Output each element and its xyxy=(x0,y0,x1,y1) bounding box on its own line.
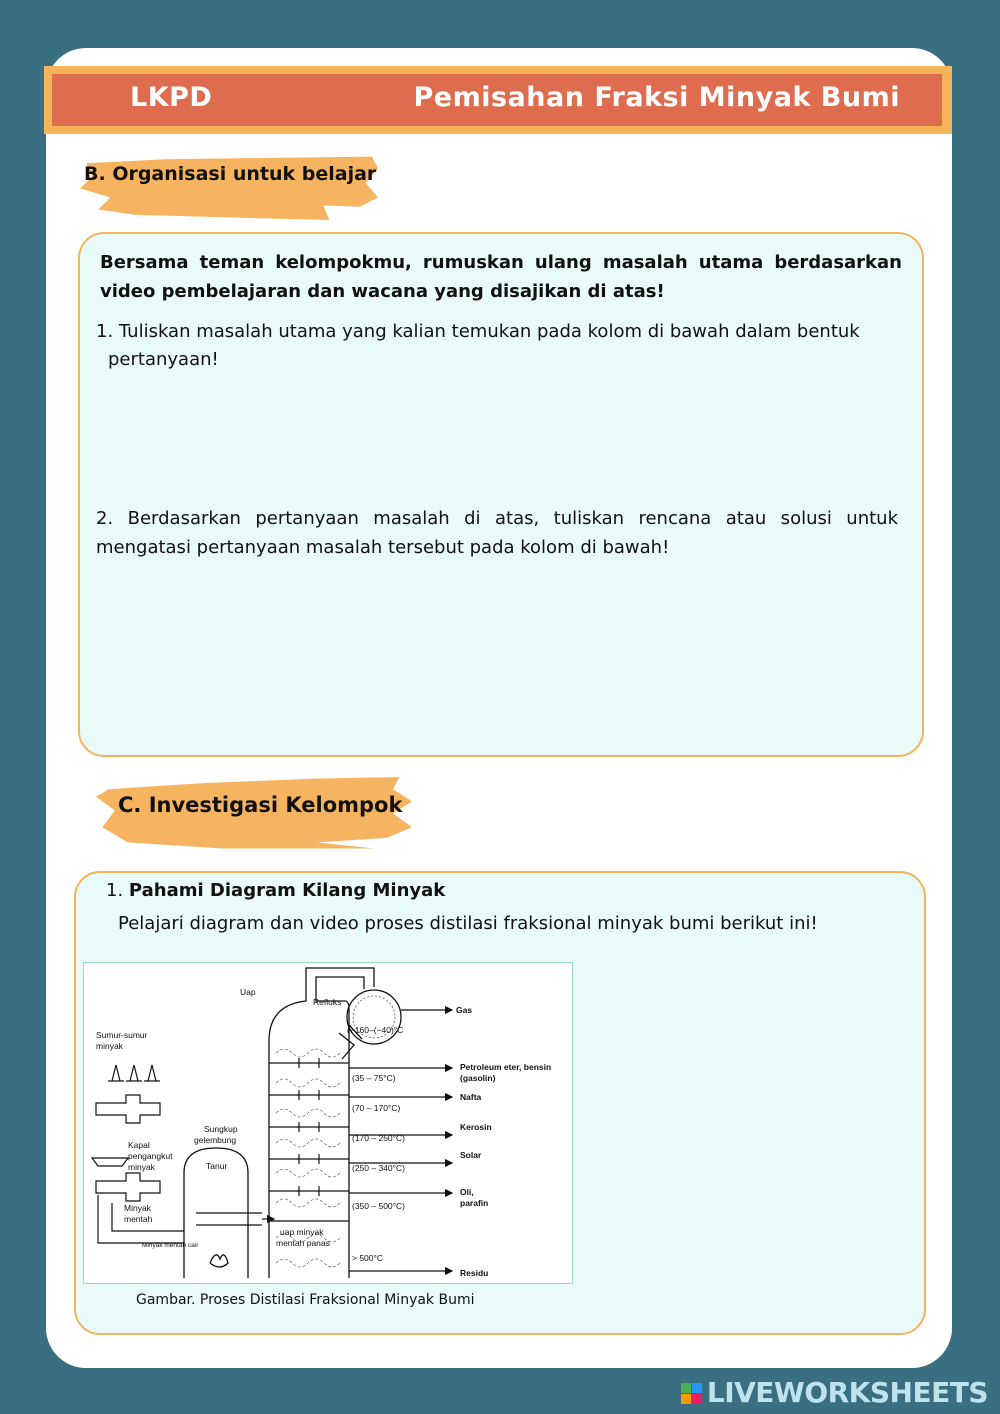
distillation-diagram xyxy=(83,962,573,1284)
header-banner xyxy=(52,74,942,126)
item-number: 1. xyxy=(106,880,124,901)
temp-solar: (250 – 340°C) xyxy=(352,1163,406,1173)
label-tanur: Tanur xyxy=(206,1161,228,1171)
label-sumur-2: minyak xyxy=(96,1041,123,1051)
fraction-oli: Oli, xyxy=(460,1187,474,1197)
item-title: Pahami Diagram Kilang Minyak xyxy=(128,880,446,901)
label-mentah-1: Minyak xyxy=(124,1203,151,1213)
fraction-gas: Gas xyxy=(456,1005,473,1015)
label-mentah-2: mentah xyxy=(124,1214,153,1224)
label-sumur-1: Sumur-sumur xyxy=(96,1030,148,1040)
fraction-petroleum: Petroleum eter, bensin xyxy=(460,1062,552,1072)
label-kapal-2: pengangkut xyxy=(128,1151,173,1161)
fraction-oli-2: parafin xyxy=(460,1198,489,1208)
section-b-heading: B. Organisasi untuk belajar xyxy=(84,163,377,185)
liveworksheets-footer[interactable] xyxy=(681,1376,988,1409)
temp-nafta: (70 – 170°C) xyxy=(352,1103,401,1113)
section-b-intro: Bersama teman kelompokmu, rumuskan ulang masalah utama berdasarkan video pembelajaran dan wacana yang disajikan di atas! xyxy=(100,252,902,302)
label-uap: Uap xyxy=(240,987,256,997)
label-refluks: Refluks xyxy=(313,997,342,1007)
distillation-diagram-svg xyxy=(84,963,574,1285)
label-uap-panas-1: uap minyak xyxy=(280,1227,324,1237)
question-2: 2. Berdasarkan pertanyaan masalah di atas, tuliskan rencana atau solusi untuk mengatasi pertanyaan masalah tersebut pada kolom di bawah! xyxy=(96,508,898,558)
label-sungkup-2: gelembung xyxy=(194,1135,237,1145)
header-title: Pemisahan Fraksi Minyak Bumi xyxy=(413,82,900,113)
section-b-answer-box[interactable] xyxy=(78,232,924,757)
question-1-line-2: pertanyaan! xyxy=(108,349,219,370)
question-1 xyxy=(96,318,896,374)
label-kapal-3: minyak xyxy=(128,1162,155,1172)
fraction-kerosin: Kerosin xyxy=(460,1122,492,1132)
fraction-residu: Residu xyxy=(460,1268,489,1278)
temp-gas: (−160–(−40)°C xyxy=(347,1025,404,1035)
liveworksheets-logo-icon xyxy=(681,1383,703,1405)
fraction-names xyxy=(456,1005,551,1278)
fraction-solar: Solar xyxy=(460,1150,482,1160)
diagram-caption: Gambar. Proses Distilasi Fraksional Minyak Bumi xyxy=(136,1292,475,1308)
section-c-heading: C. Investigasi Kelompok xyxy=(118,793,403,817)
label-minyak-cair: Minyak mentah cair xyxy=(142,1242,199,1249)
fraction-nafta: Nafta xyxy=(460,1092,482,1102)
temp-petroleum: (35 – 75°C) xyxy=(352,1073,396,1083)
label-sungkup-1: Sungkup xyxy=(204,1124,238,1134)
temp-residu: > 500°C xyxy=(352,1253,384,1263)
temp-kerosin: (170 – 250°C) xyxy=(352,1133,406,1143)
section-c-item-1 xyxy=(106,880,445,901)
temp-oli: (350 – 500°C) xyxy=(352,1201,406,1211)
question-1-line-1: 1. Tuliskan masalah utama yang kalian temukan pada kolom di bawah dalam bentuk xyxy=(96,321,860,342)
header-lkpd-label: LKPD xyxy=(130,82,213,113)
fraction-petroleum-2: (gasolin) xyxy=(460,1073,496,1083)
item-description: Pelajari diagram dan video proses distilasi fraksional minyak bumi berikut ini! xyxy=(118,913,818,934)
label-uap-panas-2: mentah panas xyxy=(276,1238,330,1248)
liveworksheets-brand: LIVEWORKSHEETS xyxy=(706,1376,988,1409)
label-kapal-1: Kapal xyxy=(128,1140,150,1150)
